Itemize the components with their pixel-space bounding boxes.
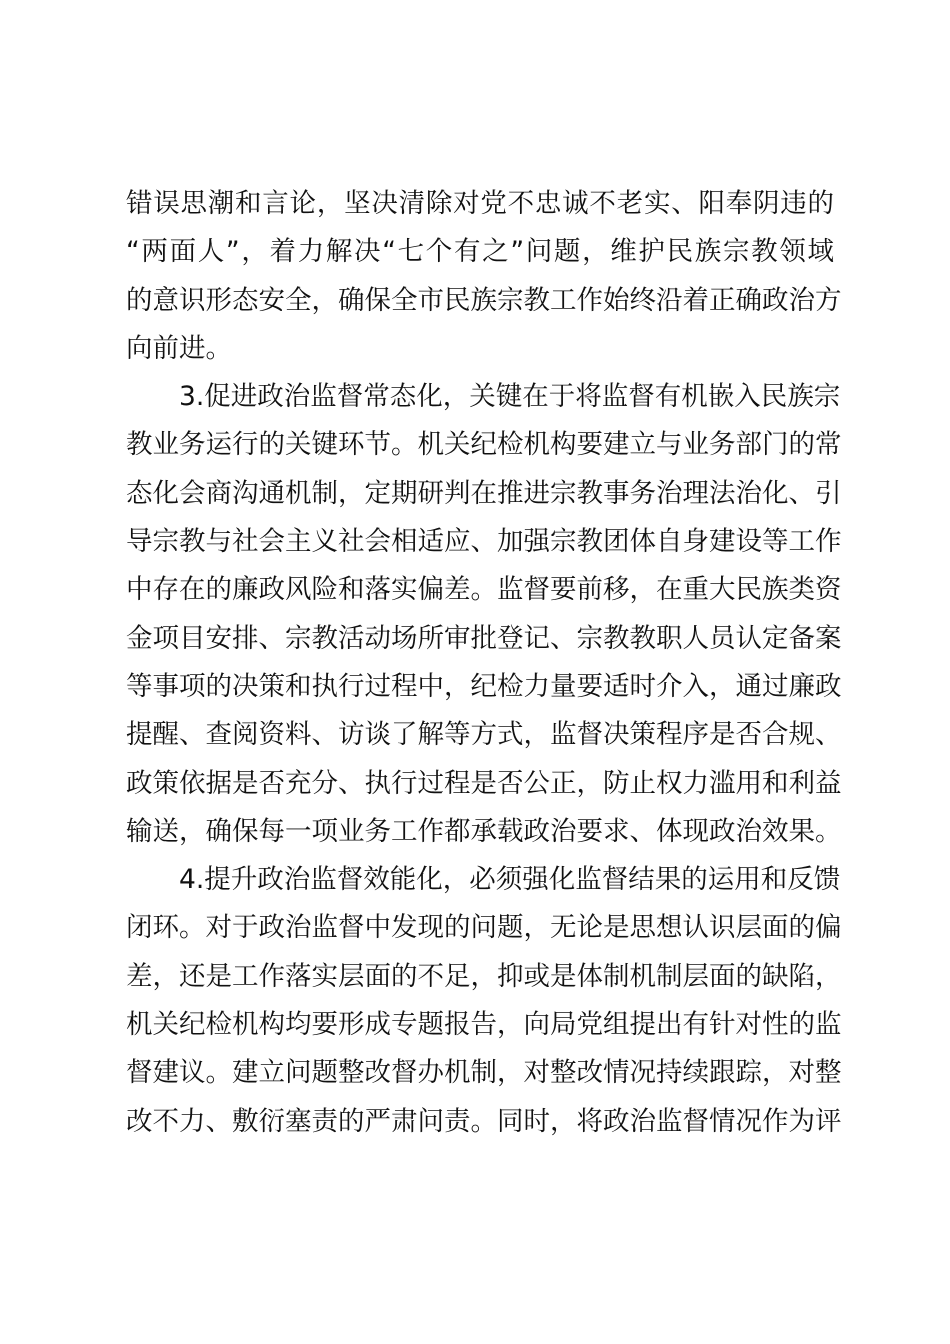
text-line: 的意识形态安全，确保全市民族宗教工作始终沿着正确政治方 xyxy=(126,284,842,316)
text-line: 态化会商沟通机制，定期研判在推进宗教事务治理法治化、引 xyxy=(126,477,842,509)
text-line: “两面人”，着力解决“七个有之”问题，维护民族宗教领域 xyxy=(126,236,834,268)
text-line: 错误思潮和言论，坚决清除对党不忠诚不老实、阳奉阴违的 xyxy=(126,188,834,219)
text-line: 政策依据是否充分、执行过程是否公正，防止权力滥用和利益 xyxy=(126,767,842,799)
text-line: 改不力、敷衍塞责的严肃问责。同时，将政治监督情况作为评 xyxy=(126,1105,842,1137)
text-line: 中存在的廉政风险和落实偏差。监督要前移，在重大民族类资 xyxy=(126,574,842,606)
text-line: 向前进。 xyxy=(126,332,232,364)
text-line: 教业务运行的关键环节。机关纪检机构要建立与业务部门的常 xyxy=(126,429,842,461)
document-page xyxy=(126,180,842,1146)
paragraph-item-3 xyxy=(126,373,842,856)
text-line: 机关纪检机构均要形成专题报告，向局党组提出有针对性的监 xyxy=(126,1009,842,1041)
paragraph-item-4 xyxy=(126,856,842,1146)
text-line: 3.促进政治监督常态化，关键在于将监督有机嵌入民族宗 xyxy=(179,381,841,413)
text-line: 等事项的决策和执行过程中，纪检力量要适时介入，通过廉政 xyxy=(126,670,842,702)
text-line: 提醒、查阅资料、访谈了解等方式，监督决策程序是否合规、 xyxy=(126,719,842,751)
text-line: 金项目安排、宗教活动场所审批登记、宗教教职人员认定备案 xyxy=(126,622,842,654)
text-line: 输送，确保每一项业务工作都承载政治要求、体现政治效果。 xyxy=(126,815,842,847)
text-line: 4.提升政治监督效能化，必须强化监督结果的运用和反馈 xyxy=(179,864,841,896)
text-line: 差，还是工作落实层面的不足，抑或是体制机制层面的缺陷， xyxy=(126,960,842,992)
text-line: 督建议。建立问题整改督办机制，对整改情况持续跟踪，对整 xyxy=(126,1057,842,1089)
text-line: 闭环。对于政治监督中发现的问题，无论是思想认识层面的偏 xyxy=(126,912,842,944)
text-line: 导宗教与社会主义社会相适应、加强宗教团体自身建设等工作 xyxy=(126,526,842,558)
paragraph-continuation xyxy=(126,180,842,373)
